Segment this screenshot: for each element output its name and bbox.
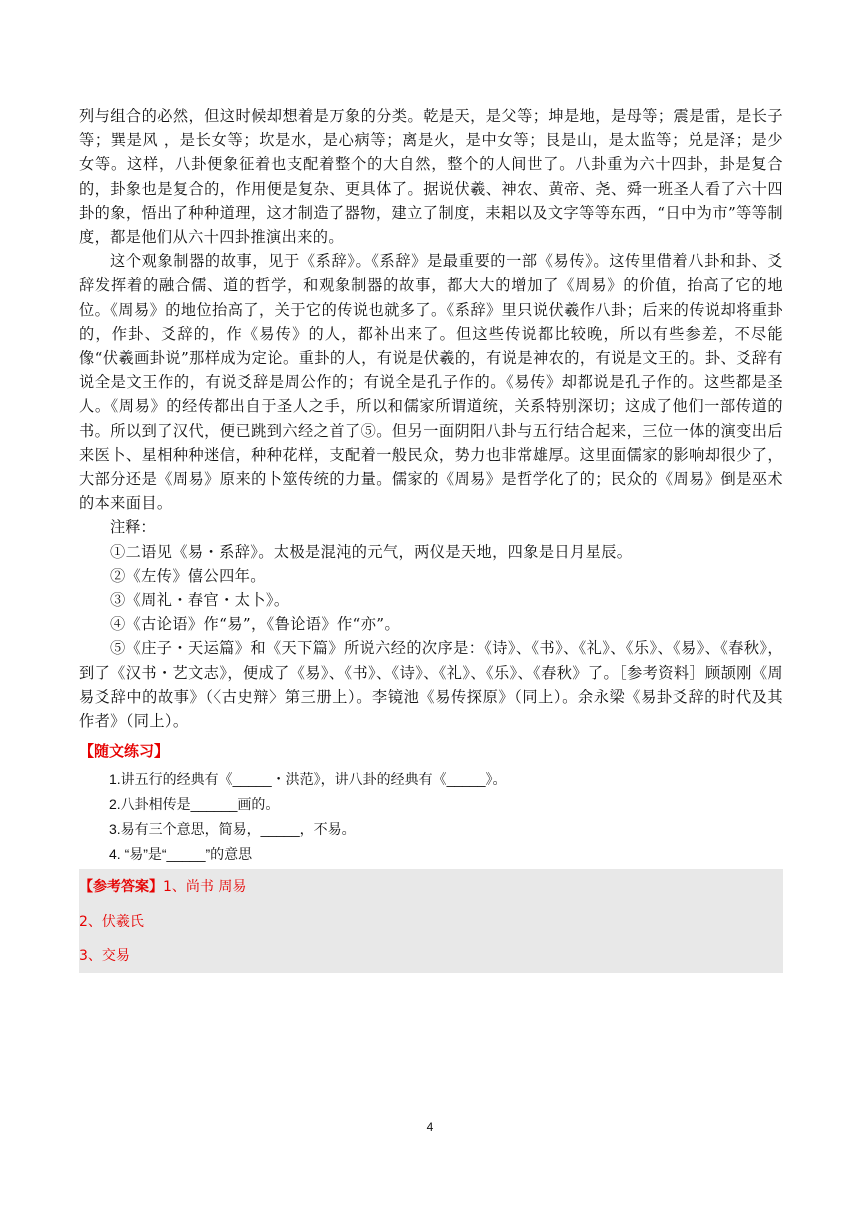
practice-question: 3.易有三个意思，简易，_____，不易。: [109, 821, 356, 838]
body-paragraph-2: 这个观象制器的故事，见于《系辞》。《系辞》是最重要的一部《易传》。这传里借着八卦和卦、爻辞发挥着的融合儒、道的哲学，和观象制器的故事，都大大的增加了《周易》的价值，抬高了它的地位。《周易》的地位抬高了，关于它的传说也就多了。《系辞》里只说伏羲作八卦；后来的传说却将重卦的，作卦、爻辞的，作《易传》的人，都补出来了。但这些传说都比较晚，所以有些参差，不尽能像“伏羲画卦说”那样成为定论。重卦的人，有说是伏羲的，有说是神农的，有说是文王的。卦、爻辞有说全是文王作的，有说爻辞是周公作的；有说全是孔子作的。《易传》却都说是孔子作的。这些都是圣人。《周易》的经传都出自于圣人之手，所以和儒家所谓道统，关系特别深切；这成了他们一部传道的书。所以到了汉代，便已跳到六经之首了⑤。但另一面阴阳八卦与五行结合起来，三位一体的演变出后来医卜、星相种种迷信，种种花样，支配着一般民众，势力也非常雄厚。这里面儒家的影响却很少了，大部分还是《周易》原来的卜筮传统的力量。儒家的《周易》是哲学化了的；民众的《周易》倒是巫术的本来面目。: [79, 252, 783, 513]
practice-question: 1.讲五行的经典有《_____・洪范》，讲八卦的经典有《_____》。: [109, 771, 507, 788]
practice-question: 2.八卦相传是______画的。: [109, 796, 280, 813]
answer-label: 【参考答案】: [79, 879, 163, 896]
notes-section: [79, 515, 783, 733]
answer-1: 1、尚书 周易: [163, 879, 247, 896]
note-1: ①二语见《易・系辞》。太极是混沌的元气，两仪是天地，四象是日月星辰。: [110, 542, 633, 561]
practice-title: 【随文练习】: [79, 742, 170, 761]
answer-3: 3、交易: [79, 948, 130, 965]
note-3: ③《周礼・春官・太卜》。: [110, 591, 290, 610]
page-number: 4: [426, 1120, 434, 1134]
note-4: ④《古论语》作“易”，《鲁论语》作“亦”。: [110, 615, 401, 634]
note-2: ②《左传》僖公四年。: [110, 566, 266, 585]
notes-heading: 注释：: [110, 518, 156, 537]
note-5: ⑤《庄子・天运篇》和《天下篇》所说六经的次序是：《诗》、《书》、《礼》、《乐》、《易》、《春秋》，到了《汉书・艺文志》，便成了《易》、《书》、《诗》、《礼》、《乐》、《春秋》了。［参考资料］顾颉刚《周易爻辞中的故事》（〈古史辩〉第三册上）。李镜池《易传探原》（同上）。余永梁《易卦爻辞的时代及其作者》（同上）。: [79, 639, 783, 731]
answer-box: [79, 869, 783, 973]
answer-line-1: [79, 876, 246, 896]
practice-question: 4. “易”是“_____”的意思: [109, 846, 253, 863]
body-paragraph-1: 列与组合的必然，但这时候却想着是万象的分类。乾是天，是父等；坤是地，是母等；震是雷，是长子等；巽是风 ，是长女等；坎是水，是心病等；离是火，是中女等；艮是山，是太监等；兑是泽；是少女等。这样，八卦便象征着也支配着整个的大自然，整个的人间世了。八卦重为六十四卦，卦是复合的，卦象也是复合的，作用便是复杂、更具体了。据说伏羲、神农、黄帝、尧、舜一班圣人看了六十四卦的象，悟出了种种道理，这才制造了器物，建立了制度，耒耜以及文字等等东西，“日中为市”等等制度，都是他们从六十四卦推演出来的。: [79, 107, 783, 247]
document-page: [79, 104, 783, 973]
practice-question-list: [79, 767, 783, 867]
answer-2: 2、伏羲氏: [79, 914, 144, 931]
